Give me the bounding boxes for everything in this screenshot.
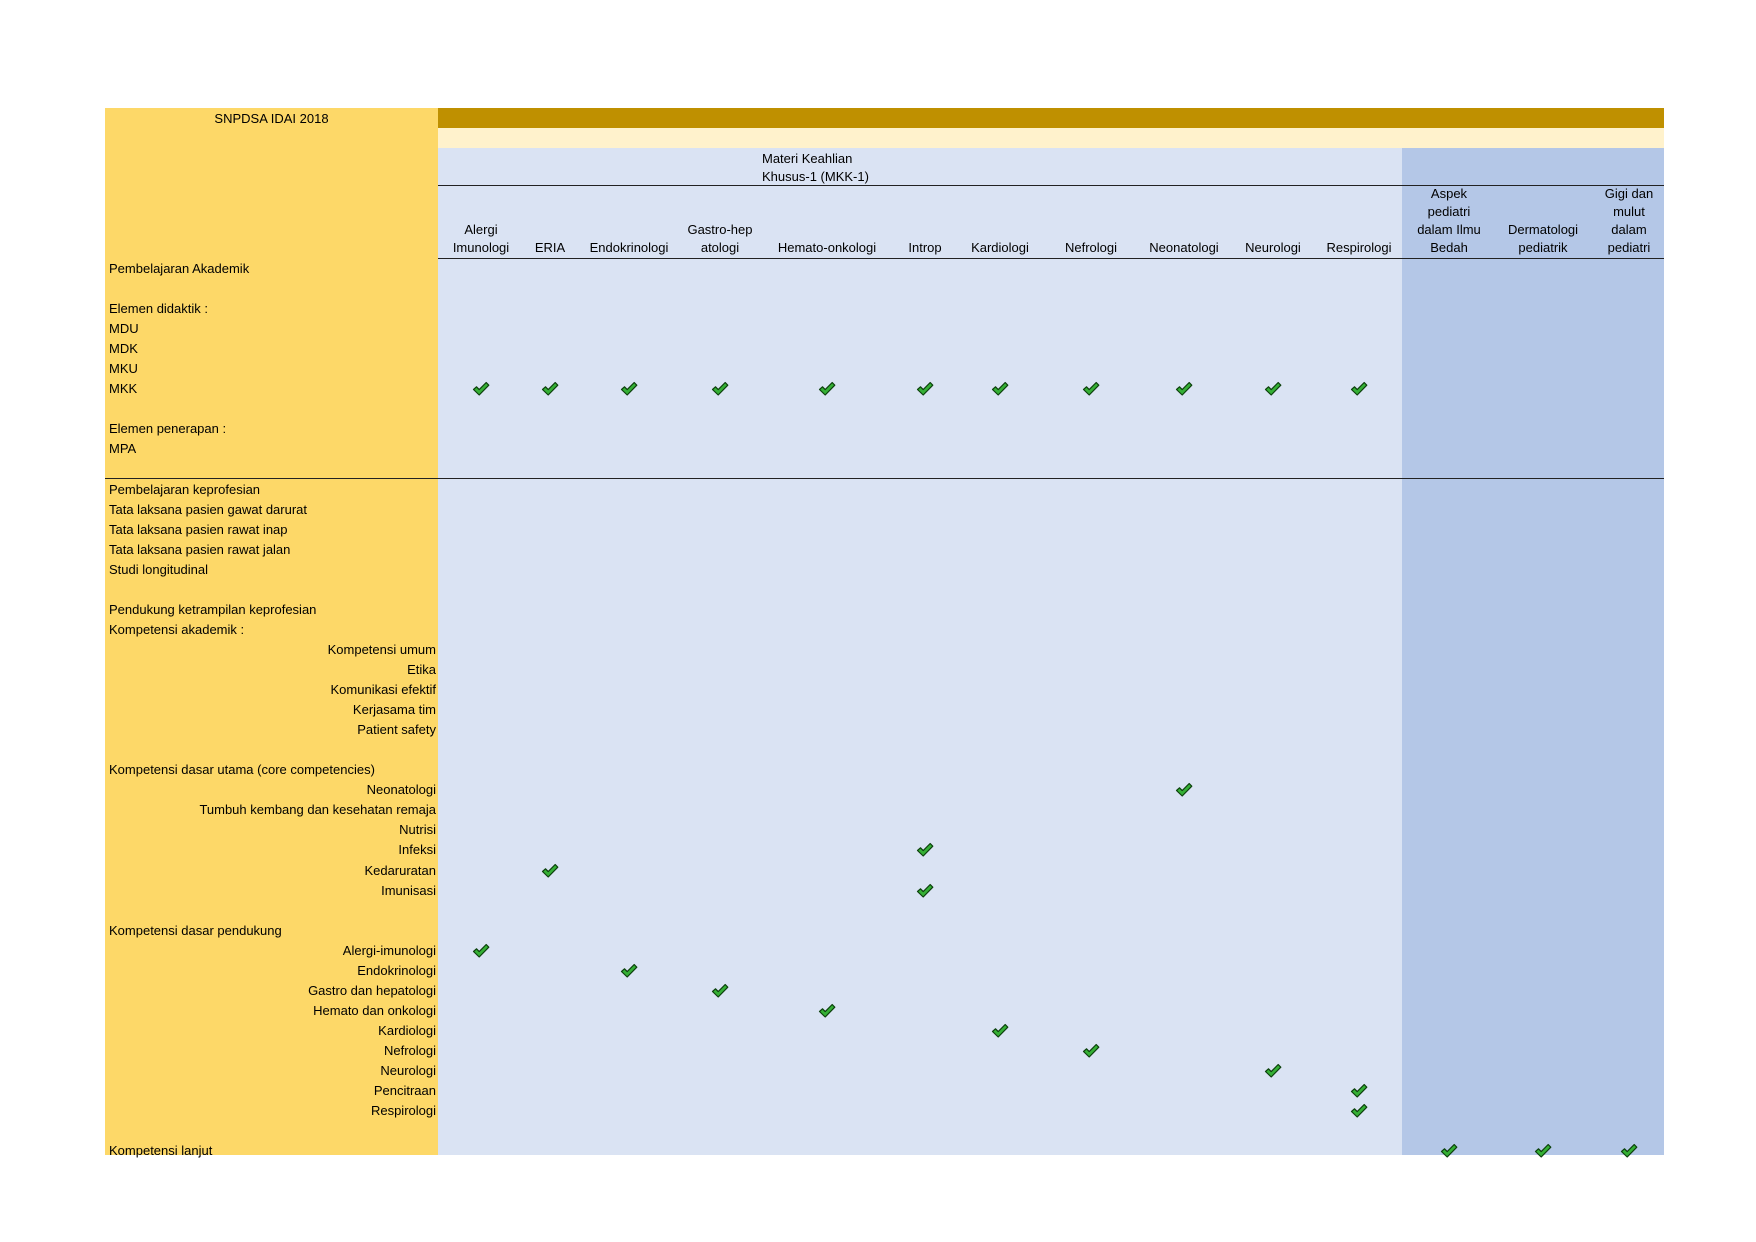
column-header-line: Aspek	[1430, 186, 1468, 201]
row-label: Studi longitudinal	[109, 561, 209, 577]
column-header-line: Kardiologi	[971, 240, 1029, 255]
header-divider-bottom	[438, 258, 1664, 259]
group-header-line-1: Materi Keahlian	[762, 151, 853, 166]
column-header-line: Neurologi	[1245, 240, 1301, 255]
row-label: Kerjasama tim	[352, 702, 436, 718]
check-icon	[991, 1023, 1009, 1039]
row-label: Infeksi	[398, 842, 436, 858]
column-header-line: atologi	[700, 240, 740, 255]
row-label: Pembelajaran Akademik	[109, 261, 250, 276]
row-label: Imunisasi	[381, 882, 436, 898]
row-label: Elemen penerapan :	[109, 421, 227, 437]
check-icon	[1350, 1083, 1368, 1099]
column-header-line: Hemato-onkologi	[777, 240, 877, 255]
check-icon	[818, 381, 836, 397]
check-icon	[916, 842, 934, 858]
column-header	[1401, 185, 1497, 257]
check-icon	[916, 883, 934, 899]
row-label: Neurologi	[380, 1063, 436, 1078]
check-icon	[472, 943, 490, 959]
row-label: Pembelajaran keprofesian	[109, 481, 261, 497]
check-icon	[472, 381, 490, 397]
row-label: Hemato dan onkologi	[313, 1002, 436, 1018]
row-label: Pencitraan	[373, 1083, 436, 1099]
row-label: MKU	[109, 361, 138, 377]
column-header-line: pediatri	[1607, 240, 1651, 255]
column-header-line: Gigi dan	[1604, 186, 1654, 201]
row-label: Kompetensi dasar utama (core competencies)	[109, 762, 375, 778]
row-label: Tata laksana pasien gawat darurat	[109, 501, 308, 517]
check-icon	[711, 381, 729, 397]
column-header-line: ERIA	[534, 240, 566, 255]
column-header	[1051, 239, 1131, 257]
row-label: MPA	[109, 441, 137, 457]
check-icon	[1620, 1143, 1638, 1159]
check-icon	[1350, 1103, 1368, 1119]
row-label: Nutrisi	[399, 822, 436, 838]
column-header-line: dalam Ilmu	[1417, 222, 1481, 237]
row-label: Kedaruratan	[364, 862, 436, 878]
column-header-line: pediatrik	[1518, 240, 1568, 255]
row-label: Etika	[407, 662, 436, 677]
column-header	[1592, 185, 1666, 257]
check-icon	[1534, 1143, 1552, 1159]
check-icon	[991, 381, 1009, 397]
column-header-line: Endokrinologi	[589, 240, 669, 255]
check-icon	[1264, 1063, 1282, 1079]
column-header-line: Imunologi	[452, 240, 510, 255]
column-header	[895, 239, 955, 257]
section-divider	[105, 478, 1664, 479]
group-header-line-2: Khusus-1 (MKK-1)	[762, 169, 869, 184]
column-header	[579, 239, 679, 257]
check-icon	[1350, 381, 1368, 397]
check-icon	[1175, 381, 1193, 397]
row-label: Elemen didaktik :	[109, 301, 208, 317]
mkk1-column-area	[438, 148, 1402, 1155]
column-header-line: Respirologi	[1326, 240, 1392, 255]
column-header-line: dalam	[1611, 222, 1647, 237]
column-header	[1313, 239, 1405, 257]
column-header-line: Nefrologi	[1064, 240, 1118, 255]
header-cream-bar	[438, 128, 1664, 148]
row-label: Endokrinologi	[357, 962, 436, 978]
row-label: MDU	[109, 321, 139, 337]
row-label: Tumbuh kembang dan kesehatan remaja	[199, 802, 436, 818]
row-label: Alergi-imunologi	[342, 942, 436, 958]
check-icon	[620, 963, 638, 979]
row-label: Kardiologi	[378, 1022, 436, 1038]
column-header	[767, 239, 887, 257]
check-icon	[1082, 1043, 1100, 1059]
group-header	[762, 150, 869, 186]
row-label: MDK	[109, 341, 138, 357]
row-label: Kompetensi umum	[327, 641, 436, 657]
column-header	[677, 221, 763, 257]
column-header-line: Neonatologi	[1149, 240, 1219, 255]
column-header-line: mulut	[1613, 204, 1645, 219]
check-icon	[916, 381, 934, 397]
header-gold-bar	[438, 108, 1664, 128]
row-label: Komunikasi efektif	[330, 682, 436, 698]
check-icon	[1082, 381, 1100, 397]
check-icon	[1264, 381, 1282, 397]
row-label: Kompetensi lanjut	[109, 1143, 213, 1159]
sheet-title: SNPDSA IDAI 2018	[214, 111, 329, 126]
row-label: Patient safety	[357, 722, 436, 738]
row-label: Nefrologi	[383, 1042, 436, 1058]
row-label: MKK	[109, 381, 138, 397]
column-header	[960, 239, 1040, 257]
check-icon	[818, 1003, 836, 1019]
row-label: Tata laksana pasien rawat inap	[109, 521, 288, 537]
column-header-line: Alergi	[464, 222, 498, 237]
row-label: Kompetensi akademik :	[109, 621, 245, 637]
row-label: Respirologi	[370, 1103, 436, 1119]
check-icon	[541, 863, 559, 879]
column-header-line: Bedah	[1430, 240, 1468, 255]
other-column-area	[1402, 148, 1664, 1155]
check-icon	[1175, 782, 1193, 798]
column-header	[1497, 221, 1589, 257]
column-header-line: Introp	[908, 240, 942, 255]
column-header	[526, 239, 574, 257]
row-label: Tata laksana pasien rawat jalan	[109, 541, 291, 557]
row-label: Neonatologi	[366, 782, 436, 798]
column-header-line: Dermatologi	[1507, 222, 1579, 237]
row-label: Kompetensi dasar pendukung	[109, 922, 282, 938]
column-header	[1136, 239, 1232, 257]
column-header	[1233, 239, 1313, 257]
column-header-line: Gastro-hep	[687, 222, 753, 237]
column-header	[441, 221, 521, 257]
column-header-line: pediatri	[1427, 204, 1471, 219]
check-icon	[541, 381, 559, 397]
check-icon	[1440, 1143, 1458, 1159]
check-icon	[620, 381, 638, 397]
row-label: Gastro dan hepatologi	[308, 982, 436, 998]
check-icon	[711, 983, 729, 999]
row-label: Pendukung ketrampilan keprofesian	[109, 601, 317, 617]
